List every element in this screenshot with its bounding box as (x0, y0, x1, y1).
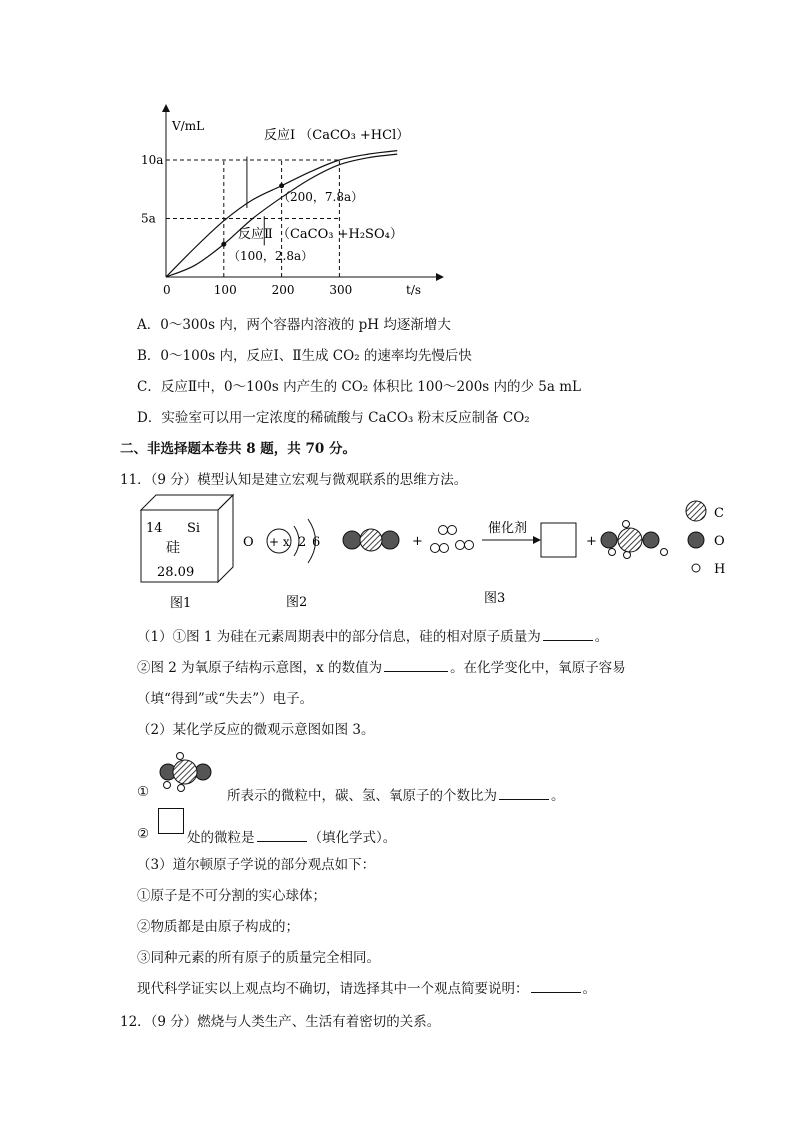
unknown-product-box (541, 523, 576, 557)
q11-2-line: （2）某化学反应的微观示意图如图 3。 (137, 722, 375, 738)
oxygen-atom-structure (243, 519, 320, 563)
q11-3d-line: 现代科学证实以上观点均不确切，请选择其中一个观点简要说明： 。 (137, 981, 596, 997)
unknown-particle-box (158, 808, 184, 834)
hydrogen-molecules (431, 526, 474, 553)
question-12-title: 12．（9 分）燃烧与人类生产、生活有着密切的关系。 (120, 1014, 441, 1030)
q11-3b-line: ②物质都是由原子构成的； (137, 919, 299, 935)
q11-2a-number: ① (137, 784, 150, 800)
atomic-number: 14 (146, 521, 163, 536)
y-tick-label: 5a (141, 211, 156, 226)
catalyst-label: 催化剂 (488, 521, 528, 536)
plus-sign-2: + (586, 534, 597, 549)
atom-legend (686, 501, 706, 572)
oxygen-symbol: O (243, 535, 254, 550)
point-label-2: （200，7.8a） (278, 190, 364, 204)
legend-o: O (714, 534, 725, 549)
q11-2a-line: 所表示的微粒中，碳、氢、氧原子的个数比为 。 (227, 788, 565, 804)
answer-blank-3 (499, 787, 549, 800)
x-tick-label: 0 (163, 283, 171, 297)
question-11-title: 11．（9 分）模型认知是建立宏观与微观联系的思维方法。 (120, 472, 468, 488)
oxygen-atom-icon (688, 532, 704, 548)
q11-3c-line: ③同种元素的所有原子的质量完全相同。 (137, 950, 380, 966)
answer-blank-4 (257, 829, 307, 842)
series-label-2: 反应Ⅱ （CaCO₃ +H₂SO₄） (238, 227, 403, 242)
q11-3-line: （3）道尔顿原子学说的部分观点如下： (137, 857, 376, 873)
figures-row (0, 490, 794, 620)
x-tick-label: 100 (213, 283, 237, 297)
q11-3a-line: ①原子是不可分割的实心球体； (137, 888, 326, 904)
q11-1a-line: （1）①图 1 为硅在元素周期表中的部分信息，硅的相对原子质量为 。 (137, 629, 609, 645)
q11-2b-number: ② (137, 826, 150, 842)
atomic-mass: 28.09 (157, 565, 195, 580)
reaction-volume-chart (0, 0, 794, 310)
option-d: D．实验室可以用一定浓度的稀硫酸与 CaCO₃ 粉末反应制备 CO₂ (137, 410, 530, 426)
figure-1-caption: 图1 (170, 596, 192, 611)
figure-3-caption: 图3 (484, 591, 506, 606)
legend-c: C (714, 506, 724, 521)
figure-2-caption: 图2 (286, 595, 308, 610)
x-tick-label: 200 (271, 283, 295, 297)
x-tick-label: 300 (329, 283, 353, 297)
data-point-2 (279, 183, 284, 188)
option-c: C．反应Ⅱ中，0～100s 内产生的 CO₂ 体积比 100～200s 内的少 5a mL (137, 379, 582, 395)
element-name: 硅 (166, 540, 180, 556)
data-point-1 (221, 242, 226, 247)
methanol-molecule (601, 521, 668, 559)
carbon-atom-icon (686, 501, 706, 521)
q11-1b-line: ②图 2 为氧原子结构示意图，x 的数值为 。在化学变化中，氧原子容易 (137, 660, 626, 676)
answer-blank-5 (531, 980, 581, 993)
y-axis-arrow (162, 104, 170, 112)
y-tick-label: 10a (141, 153, 164, 167)
nucleus-charge: + x (269, 535, 290, 549)
point-label-1: （100，2.8a） (228, 249, 314, 263)
section-title: 二、非选择题本卷共 8 题，共 70 分。 (120, 441, 356, 457)
q11-2b-line: 处的微粒是 （填化学式）。 (187, 830, 397, 846)
x-axis-arrow (436, 273, 444, 281)
y-axis-label: V/mL (172, 119, 205, 133)
legend-h: H (714, 562, 726, 577)
option-a: A．0～300s 内，两个容器内溶液的 pH 均逐渐增大 (137, 317, 451, 333)
shell-2-electrons: 6 (312, 535, 321, 550)
option-b: B．0～100s 内，反应Ⅰ、Ⅱ生成 CO₂ 的速率均先慢后快 (137, 348, 472, 364)
q11-1c-line: （填“得到”或“失去”）电子。 (137, 691, 314, 707)
methanol-molecule-inline (150, 742, 230, 798)
x-axis-label: t/s (406, 283, 422, 297)
shell-1-electrons: 2 (298, 535, 307, 550)
answer-blank-1 (543, 628, 593, 641)
series-label-1: 反应Ⅰ （CaCO₃ +HCl） (264, 128, 410, 143)
hydrogen-atom-icon (692, 564, 700, 572)
silicon-element-card (141, 495, 233, 582)
carbon-dioxide-molecule (343, 529, 399, 551)
plus-sign-1: + (412, 534, 423, 549)
element-symbol: Si (187, 521, 201, 536)
answer-blank-2 (384, 659, 448, 672)
